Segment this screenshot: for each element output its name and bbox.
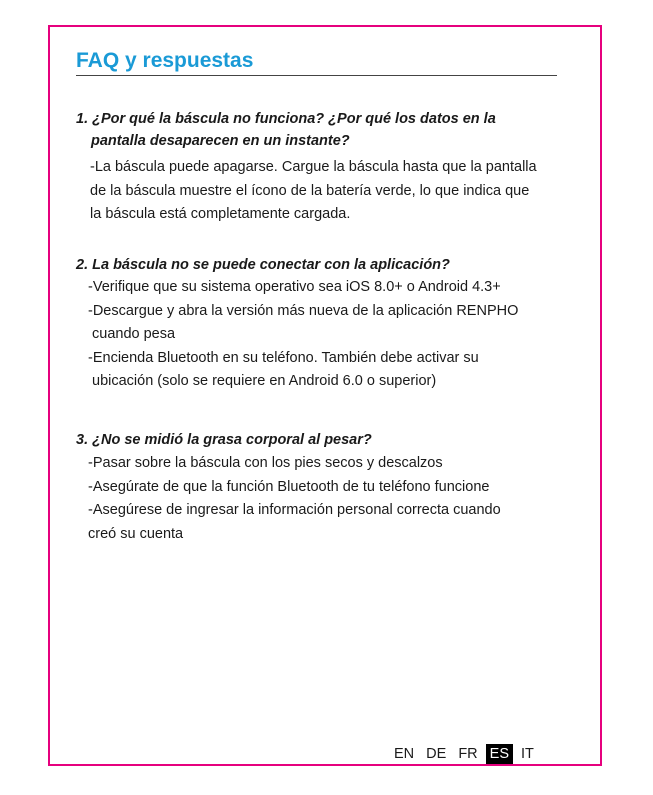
faq-question-1-line-2: pantalla desaparecen en un instante? — [91, 133, 350, 149]
faq-answer-line: -Encienda Bluetooth en su teléfono. También debe activar su — [88, 349, 479, 366]
title-underline — [76, 75, 557, 76]
faq-question-2-line-1: 2. La báscula no se puede conectar con la aplicación? — [76, 257, 450, 273]
faq-question-3 — [76, 429, 372, 451]
faq-question-3-line-1: 3. ¿No se midió la grasa corporal al pesar? — [76, 432, 372, 448]
faq-answer-line: creó su cuenta — [88, 525, 184, 542]
faq-answer-line: -Descargue y abra la versión más nueva de la aplicación RENPHO — [88, 302, 519, 319]
faq-answer-line: de la báscula muestre el ícono de la batería verde, lo que indica que — [90, 182, 530, 199]
faq-answer-line: -Pasar sobre la báscula con los pies secos y descalzos — [88, 455, 443, 471]
faq-answer-line: cuando pesa — [92, 326, 176, 342]
language-fr[interactable]: FR — [458, 746, 478, 762]
faq-answer-line: la báscula está completamente cargada. — [90, 206, 351, 222]
faq-question-2 — [76, 254, 450, 276]
faq-answer-line: ubicación (solo se requiere en Android 6.0 o superior) — [92, 373, 437, 389]
faq-answer-1 — [90, 156, 537, 227]
language-en[interactable]: EN — [394, 746, 415, 762]
faq-answer-line: -Verifique que su sistema operativo sea iOS 8.0+ o Android 4.3+ — [88, 279, 501, 295]
page-title: FAQ y respuestas — [76, 49, 254, 72]
faq-answer-line: -Asegúrese de ingresar la información personal correcta cuando — [88, 502, 501, 518]
language-selector — [390, 744, 542, 764]
language-es[interactable]: ES — [486, 744, 513, 764]
faq-answer-3 — [88, 452, 501, 546]
faq-question-1 — [76, 108, 496, 152]
language-it[interactable]: IT — [521, 746, 534, 762]
faq-answer-line: -La báscula puede apagarse. Cargue la báscula hasta que la pantalla — [90, 159, 537, 175]
language-de[interactable]: DE — [426, 746, 447, 762]
faq-answer-line: -Asegúrate de que la función Bluetooth de tu teléfono funcione — [88, 478, 490, 495]
faq-question-1-line-1: 1. ¿Por qué la báscula no funciona? ¿Por qué los datos en la — [76, 111, 496, 127]
faq-answer-2 — [88, 276, 518, 394]
